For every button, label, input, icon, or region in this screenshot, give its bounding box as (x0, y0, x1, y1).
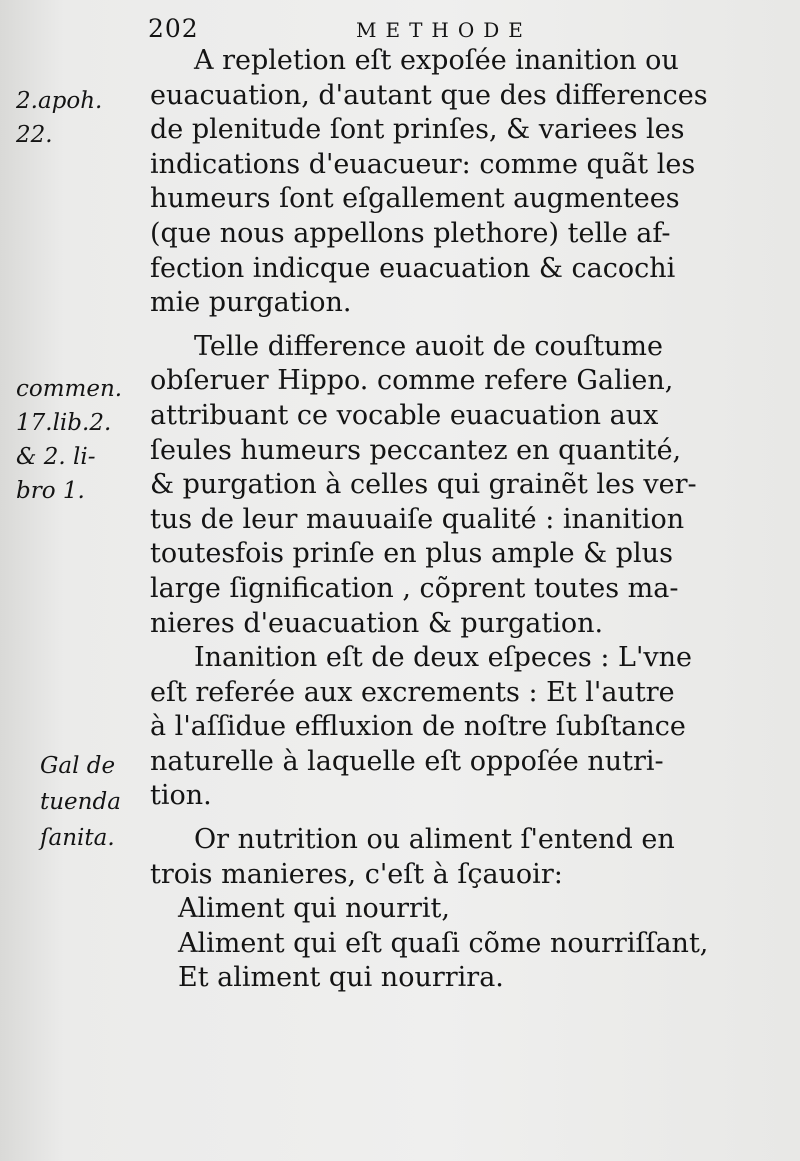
text-line: toutesfois prinſe en plus ample & plus (150, 538, 673, 570)
text-line: humeurs ſont eſgallement augmentees (150, 183, 680, 215)
margin-note-line: tuenda (40, 789, 121, 815)
margin-note-aphorism (16, 84, 146, 152)
text-line: naturelle à laquelle eſt oppoſée nutri- (150, 745, 664, 777)
text-line: ſeules humeurs peccantez en quantité, (150, 434, 682, 466)
text-line: mie purgation. (150, 287, 352, 319)
margin-note-line: & 2. li- (16, 444, 96, 470)
text-line: trois manieres, c'eſt à ſçauoir: (150, 858, 563, 890)
paragraph-repletion (150, 44, 782, 321)
list-aliment (150, 892, 782, 996)
text-line: & purgation à celles qui grainẽt les ver- (150, 469, 697, 501)
margin-note-galen (40, 748, 150, 856)
list-item: Aliment qui nourrit, (178, 893, 450, 925)
text-line: nieres d'euacuation & purgation. (150, 607, 604, 639)
text-line: Inanition eſt de deux eſpeces : L'vne (194, 642, 693, 674)
margin-note-line: commen. (16, 376, 123, 402)
text-line: euacuation, d'autant que des differences (150, 79, 708, 111)
margin-note-line: Gal de (40, 753, 116, 779)
text-line: indications d'euacueur: comme quãt les (150, 148, 696, 180)
paragraph-difference (150, 330, 782, 641)
paragraph-inanition (150, 641, 782, 814)
text-line: de plenitude ſont prinſes, & variees les (150, 114, 685, 146)
text-line: tus de leur mauuaiſe qualité : inanition (150, 503, 685, 535)
text-line: à l'aſſidue effluxion de noſtre ſubſtance (150, 711, 686, 743)
page-number: 202 (148, 14, 199, 43)
text-line: Telle difference auoit de couſtume (194, 330, 663, 362)
margin-note-line: 2.apoh. (16, 88, 103, 114)
margin-note-line: bro 1. (16, 478, 85, 504)
text-line: attribuant ce vocable euacuation aux (150, 399, 659, 431)
running-title: METHODE (356, 18, 532, 42)
page-header (148, 14, 788, 44)
text-line: Or nutrition ou aliment ſ'entend en (194, 824, 675, 856)
paragraph-nutrition (150, 823, 782, 892)
body-text (150, 44, 782, 996)
margin-note-line: 17.lib.2. (16, 410, 112, 436)
text-line: eſt referée aux excrements : Et l'autre (150, 676, 675, 708)
text-line: A repletion eſt expoſée inanition ou (194, 45, 679, 76)
margin-note-commentary (16, 372, 146, 508)
text-line: tion. (150, 780, 212, 812)
list-item: Et aliment qui nourrira. (178, 962, 504, 994)
text-line: obſeruer Hippo. comme refere Galien, (150, 365, 674, 397)
margin-note-line: 22. (16, 122, 53, 148)
margin-note-line: ſanita. (40, 825, 115, 851)
list-item: Aliment qui eſt quaſi cõme nourriſſant, (178, 927, 709, 959)
text-line: large ſignification , cõprent toutes ma- (150, 572, 679, 604)
text-line: fection indicque euacuation & cacochi (150, 252, 676, 284)
text-line: (que nous appellons plethore) telle af- (150, 217, 671, 249)
